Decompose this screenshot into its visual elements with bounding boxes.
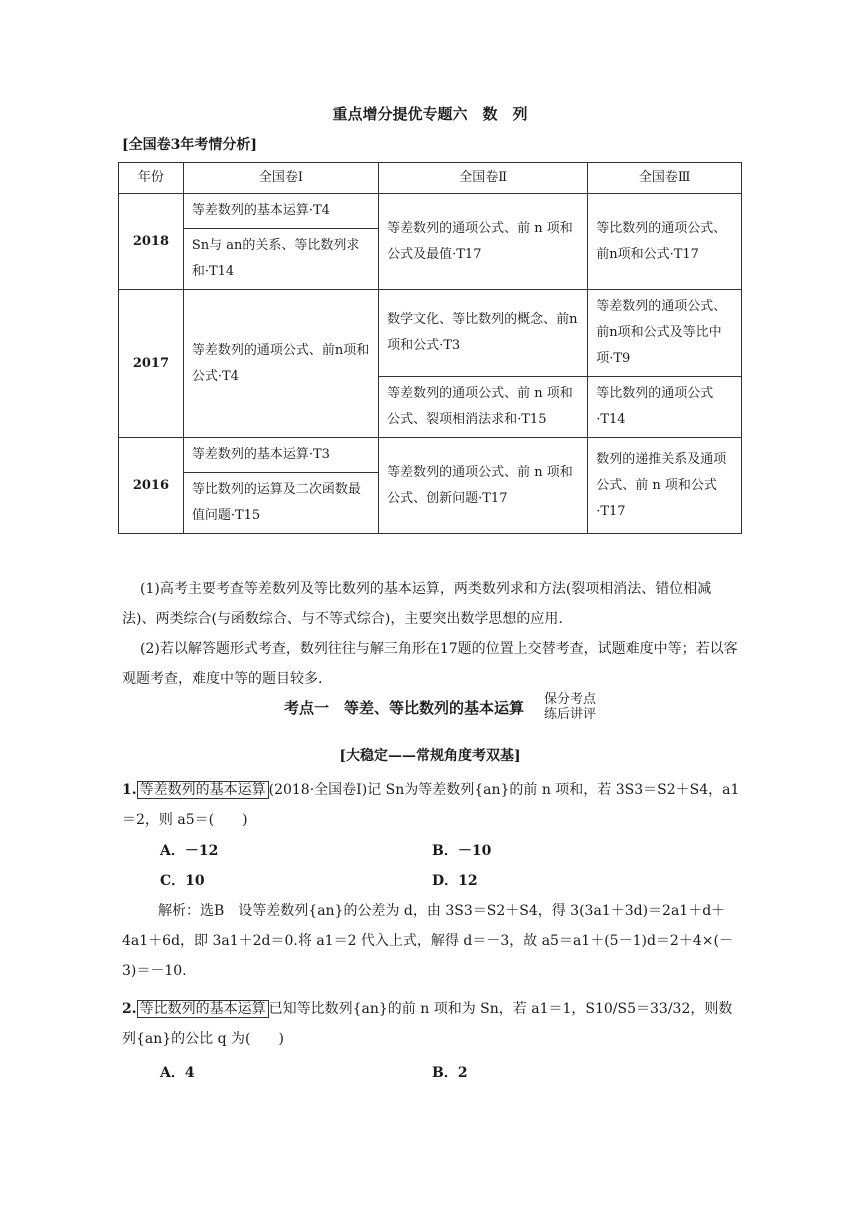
topic-side-label-1: 保分考点 [544,692,597,707]
table-header: 全国卷Ⅰ [183,163,378,194]
table-row [119,438,742,473]
table-cell: 数学文化、等比数列的概念、前n项和公式·T3 [379,290,588,377]
solution-1: 解析：选B 设等差数列{an}的公差为 d，由 3S3＝S2＋S4，得 3(3a1＋3d)＝2a1＋d＋4a1＋6d，即 3a1＋2d＝0.将 a1＝2 代入上式，解得 d＝－3，故 a5＝a1＋(5－1)d＝2＋4×(－3)＝－10. [122,903,733,979]
table-header: 全国卷Ⅱ [379,163,588,194]
table-cell: Sn与 an的关系、等比数列求和·T14 [183,229,378,290]
year-cell: 2018 [119,194,184,290]
table-header: 全国卷Ⅲ [588,163,742,194]
option-b: B．－10 [432,843,492,859]
option-c: C．10 [160,873,205,889]
question-2: 2. 等比数列的基本运算 已知等比数列{an}的前 n 项和为 Sn，若 a1＝1，S10/S5＝33/32，则数列{an}的公比 q 为( ) [122,1001,733,1047]
question-text: 已知等比数列{an}的前 n 项和为 Sn，若 a1＝1，S10/S5＝33/32，则数列{an}的公比 q 为( ) [122,1001,733,1047]
exam-analysis-table [118,162,742,534]
table-row [119,194,742,229]
table-cell: 等差数列的通项公式、前 n 项和公式及最值·T17 [379,194,588,290]
topic-heading: 考点一 等差、等比数列的基本运算 [284,699,525,717]
page-title: 重点增分提优专题六 数 列 [332,105,528,123]
question-tag: 等比数列的基本运算 [137,1000,269,1018]
table-cell: 等差数列的通项公式、前n项和公式·T4 [183,290,378,438]
question-tag: 等差数列的基本运算 [137,781,269,799]
table-cell: 等差数列的通项公式、前n项和公式及等比中项·T9 [588,290,742,377]
section-subtitle: [全国卷3年考情分析] [122,137,257,153]
year-cell: 2016 [119,438,184,534]
table-cell: 等差数列的基本运算·T4 [183,194,378,229]
year-cell: 2017 [119,290,184,438]
analysis-paragraph-1: (1)高考主要考查等差数列及等比数列的基本运算，两类数列求和方法(裂项相消法、错位相减法)、两类综合(与函数综合、与不等式综合)，主要突出数学思想的应用. [122,581,712,627]
table-cell: 等差数列的通项公式、前 n 项和公式、创新问题·T17 [379,438,588,534]
option-d: D．12 [432,873,478,889]
table-row [119,290,742,377]
topic-side-label [544,692,596,722]
table-cell: 等差数列的通项公式、前 n 项和公式、裂项相消法求和·T15 [379,377,588,438]
option-b: B．2 [432,1065,468,1081]
section-heading: [大稳定——常规角度考双基] [339,748,521,764]
option-a: A．4 [160,1065,195,1081]
table-cell: 等比数列的运算及二次函数最值问题·T15 [183,473,378,534]
topic-side-label-2: 练后讲评 [544,707,597,722]
table-cell: 等比数列的通项公式·T14 [588,377,742,438]
option-a: A．－12 [160,843,219,859]
table-cell: 等比数列的通项公式、前n项和公式·T17 [588,194,742,290]
question-text: (2018·全国卷Ⅰ)记 Sn为等差数列{an}的前 n 项和，若 3S3＝S2＋S4，a1＝2，则 a5＝( ) [122,782,740,828]
table-header: 年份 [119,163,184,194]
table-cell: 数列的递推关系及通项公式、前 n 项和公式·T17 [588,438,742,534]
question-1: 1. 等差数列的基本运算 (2018·全国卷Ⅰ)记 Sn为等差数列{an}的前 n 项和，若 3S3＝S2＋S4，a1＝2，则 a5＝( ) [122,782,740,828]
table-header-row [119,163,742,194]
analysis-paragraph-2: (2)若以解答题形式考查，数列往往与解三角形在17题的位置上交替考查，试题难度中等；若以客观题考查，难度中等的题目较多. [122,641,738,687]
table-cell: 等差数列的基本运算·T3 [183,438,378,473]
